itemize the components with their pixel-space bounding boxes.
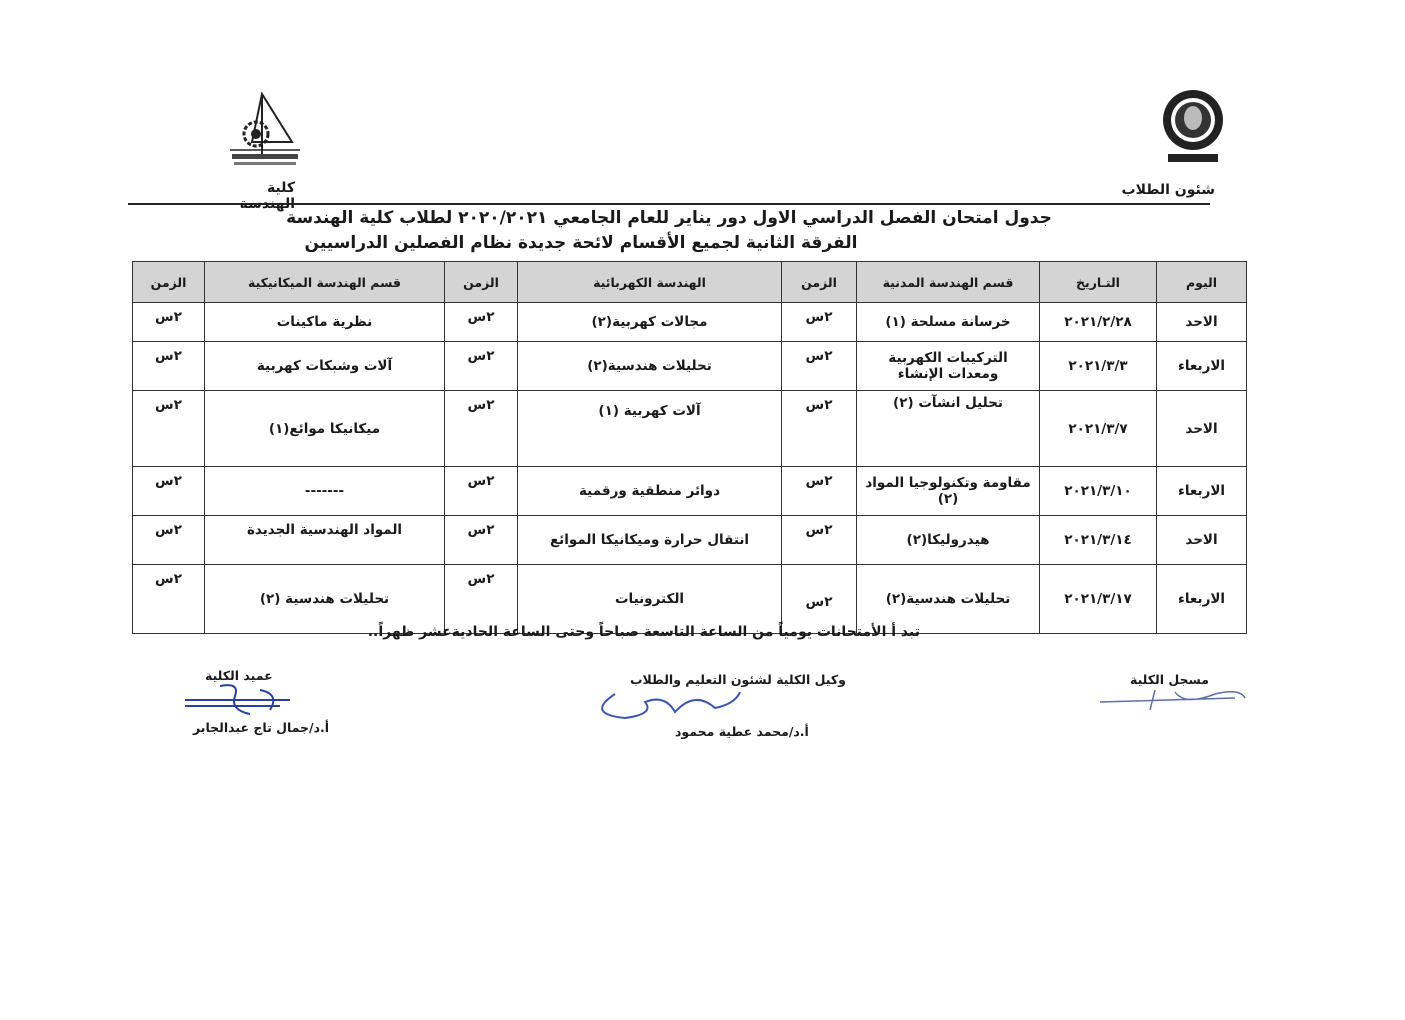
cell-electrical: آلات كهربية (١): [518, 391, 782, 467]
cell-electrical-time: ٢س: [445, 303, 518, 342]
table-row: [133, 303, 1247, 342]
registrar-signature: [1095, 684, 1250, 714]
cell-electrical-time: ٢س: [445, 391, 518, 467]
cell-electrical: تحليلات هندسية(٢): [518, 342, 782, 391]
cell-electrical: الكترونيات: [518, 565, 782, 634]
table-header-row: [133, 262, 1247, 303]
header-mechanical-time: الزمن: [133, 262, 205, 303]
cell-date: ٢٠٢١/٣/٣: [1040, 342, 1157, 391]
cell-civil-time: ٢س: [782, 467, 857, 516]
page-subtitle: الفرقة الثانية لجميع الأقسام لائحة جديدة نظام الفصلين الدراسيين: [304, 233, 858, 253]
cell-date: ٢٠٢١/٣/١٧: [1040, 565, 1157, 634]
department-name: شئون الطلاب: [1121, 182, 1215, 198]
cell-civil: تحليل انشآت (٢): [857, 391, 1040, 467]
cell-day: الاحد: [1157, 303, 1247, 342]
cell-date: ٢٠٢١/٣/١٠: [1040, 467, 1157, 516]
cell-civil-time: ٢س: [782, 342, 857, 391]
cell-mechanical: آلات وشبكات كهربية: [205, 342, 445, 391]
cell-mechanical: نظرية ماكينات: [205, 303, 445, 342]
cell-electrical-time: ٢س: [445, 467, 518, 516]
table-row: [133, 467, 1247, 516]
cell-day: الاحد: [1157, 516, 1247, 565]
cell-mechanical: -------: [205, 467, 445, 516]
registrar-title: مسجل الكلية: [1130, 672, 1210, 687]
cell-mechanical-time: ٢س: [133, 516, 205, 565]
page-title: جدول امتحان الفصل الدراسي الاول دور يناير للعام الجامعي ٢٠٢٠/٢٠٢١ لطلاب كلية الهندسة: [286, 208, 1052, 228]
cell-civil: مقاومة وتكنولوجيا المواد (٢): [857, 467, 1040, 516]
header-civil-time: الزمن: [782, 262, 857, 303]
dean-title: عميد الكلية: [205, 668, 273, 683]
cell-date: ٢٠٢١/٣/٧: [1040, 391, 1157, 467]
header-date: التـاريخ: [1040, 262, 1157, 303]
header-civil: قسم الهندسة المدنية: [857, 262, 1040, 303]
cell-civil-time: ٢س: [782, 303, 857, 342]
header-day: اليوم: [1157, 262, 1247, 303]
cell-mechanical: المواد الهندسية الجديدة: [205, 516, 445, 565]
cell-mechanical: تحليلات هندسية (٢): [205, 565, 445, 634]
cell-civil-time: ٢س: [782, 516, 857, 565]
cell-electrical: مجالات كهربية(٢): [518, 303, 782, 342]
table-row: [133, 342, 1247, 391]
exam-time-note: تبد أ الأمتحانات يومياً من الساعة التاسعة صباحاً وحتى الساعة الحاديةعشر ظهراً..: [367, 624, 920, 640]
cell-electrical-time: ٢س: [445, 565, 518, 634]
cell-civil: التركيبات الكهربية ومعدات الإنشاء: [857, 342, 1040, 391]
cell-mechanical-time: ٢س: [133, 303, 205, 342]
vice-dean-signature: [585, 684, 745, 724]
faculty-name: كلية الهندسة: [239, 180, 295, 212]
table-row: [133, 516, 1247, 565]
cell-electrical: دوائر منطقية ورقمية: [518, 467, 782, 516]
cell-day: الاحد: [1157, 391, 1247, 467]
header-mechanical: قسم الهندسة الميكانيكية: [205, 262, 445, 303]
university-logo: [1158, 88, 1228, 166]
vice-dean-name: أ.د/محمد عطية محمود: [675, 724, 809, 739]
cell-day: الاربعاء: [1157, 467, 1247, 516]
header-divider: [128, 203, 1210, 205]
cell-civil: هيدروليكا(٢): [857, 516, 1040, 565]
cell-day: الاربعاء: [1157, 342, 1247, 391]
cell-mechanical-time: ٢س: [133, 467, 205, 516]
cell-date: ٢٠٢١/٢/٢٨: [1040, 303, 1157, 342]
cell-mechanical-time: ٢س: [133, 565, 205, 634]
dean-signature: [180, 680, 300, 720]
cell-civil: خرسانة مسلحة (١): [857, 303, 1040, 342]
cell-electrical-time: ٢س: [445, 516, 518, 565]
cell-electrical: انتقال حرارة وميكانيكا الموائع: [518, 516, 782, 565]
cell-mechanical: ميكانيكا موائع(١): [205, 391, 445, 467]
cell-civil-time: ٢س: [782, 565, 857, 634]
cell-day: الاربعاء: [1157, 565, 1247, 634]
faculty-logo: [222, 92, 312, 172]
vice-dean-title: وكيل الكلية لشئون التعليم والطلاب: [630, 672, 846, 687]
header-electrical: الهندسة الكهربائية: [518, 262, 782, 303]
cell-electrical-time: ٢س: [445, 342, 518, 391]
table-row: [133, 391, 1247, 467]
header-electrical-time: الزمن: [445, 262, 518, 303]
cell-civil: تحليلات هندسية(٢): [857, 565, 1040, 634]
cell-mechanical-time: ٢س: [133, 391, 205, 467]
exam-schedule-table: [132, 261, 1247, 634]
dean-name: أ.د/جمال تاج عبدالجابر: [193, 720, 330, 735]
cell-civil-time: ٢س: [782, 391, 857, 467]
cell-date: ٢٠٢١/٣/١٤: [1040, 516, 1157, 565]
cell-mechanical-time: ٢س: [133, 342, 205, 391]
